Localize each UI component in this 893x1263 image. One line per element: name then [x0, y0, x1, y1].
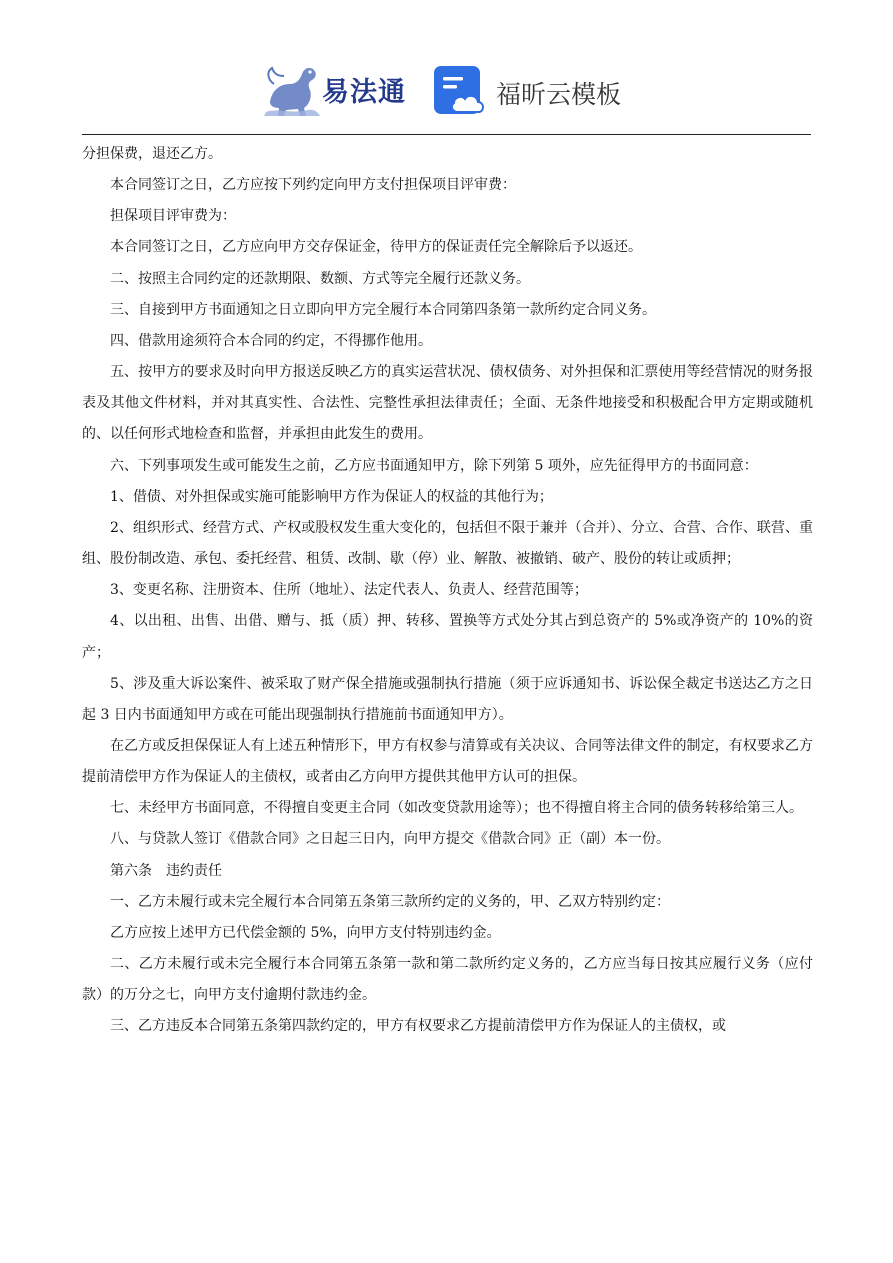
body-paragraph: 三、自接到甲方书面通知之日立即向甲方完全履行本合同第四条第一款所约定合同义务。 [110, 301, 656, 318]
body-paragraph: 2、组织形式、经营方式、产权或股权发生重大变化的，包括但不限于兼并（合并）、分立、合营、合作、联营、重组、股份制改造、承包、委托经营、租赁、改制、歇（停）业、解散、被撤销、破产、股份的转让或质押； [82, 519, 813, 568]
body-paragraph: 本合同签订之日，乙方应按下列约定向甲方支付担保项目评审费： [110, 177, 516, 194]
cloud-document-icon [434, 66, 486, 116]
body-paragraph: 3、变更名称、注册资本、住所（地址）、法定代表人、负责人、经营范围等； [110, 582, 588, 599]
body-paragraph: 4、以出租、出售、出借、赠与、抵（质）押、转移、置换等方式处分其占到总资产的 5%或净资产的 10%的资产； [82, 613, 813, 661]
body-paragraph: 五、按甲方的要求及时向甲方报送反映乙方的真实运营状况、债权债务、对外担保和汇票使用等经营情况的财务报表及其他文件材料，并对其真实性、合法性、完整性承担法律责任；全面、无条件地接受和积极配合甲方定期或随机的、以任何形式地检查和监督，并承担由此发生的费用。 [82, 364, 813, 443]
body-paragraph: 5、涉及重大诉讼案件、被采取了财产保全措施或强制执行措施（须于应诉通知书、诉讼保全裁定书送达乙方之日起 3 日内书面通知甲方或在可能出现强制执行措施前书面通知甲方）。 [82, 675, 813, 723]
body-paragraph: 三、乙方违反本合同第五条第四款约定的，甲方有权要求乙方提前清偿甲方作为保证人的主债权，或 [110, 1018, 726, 1035]
yifatong-logo [262, 62, 412, 118]
body-paragraph: 四、借款用途须符合本合同的约定，不得挪作他用。 [110, 332, 432, 349]
body-paragraph: 本合同签订之日，乙方应向甲方交存保证金，待甲方的保证责任完全解除后予以返还。 [110, 239, 642, 256]
qilin-emblem-icon [262, 62, 322, 118]
body-paragraph: 六、下列事项发生或可能发生之前，乙方应书面通知甲方，除下列第 5 项外，应先征得甲方的书面同意： [110, 457, 758, 474]
header-divider [82, 134, 811, 135]
body-paragraph: 1、借债、对外担保或实施可能影响甲方作为保证人的权益的其他行为； [110, 488, 553, 505]
foxit-template-logo [434, 66, 644, 118]
body-paragraph: 二、按照主合同约定的还款期限、数额、方式等完全履行还款义务。 [110, 270, 530, 287]
body-paragraph: 分担保费，退还乙方。 [82, 146, 222, 162]
foxit-template-logo-text: 福昕云模板 [496, 80, 622, 109]
body-paragraph: 二、乙方未履行或未完全履行本合同第五条第一款和第二款所约定义务的，乙方应当每日按其应履行义务（应付款）的万分之七，向甲方支付逾期付款违约金。 [82, 956, 813, 1004]
yifatong-logo-text: 易法通 [322, 77, 406, 108]
body-paragraph: 在乙方或反担保保证人有上述五种情形下，甲方有权参与清算或有关决议、合同等法律文件的制定，有权要求乙方提前清偿甲方作为保证人的主债权，或者由乙方向甲方提供其他甲方认可的担保。 [82, 737, 813, 786]
page-header [0, 0, 893, 135]
document-body [82, 139, 813, 1043]
body-paragraph: 担保项目评审费为： [110, 208, 236, 225]
body-paragraph: 第六条 违约责任 [110, 862, 222, 879]
body-paragraph: 八、与贷款人签订《借款合同》之日起三日内，向甲方提交《借款合同》正（副）本一份。 [110, 831, 670, 848]
body-paragraph: 七、未经甲方书面同意，不得擅自变更主合同（如改变贷款用途等）；也不得擅自将主合同的债务转移给第三人。 [110, 800, 803, 817]
body-paragraph: 乙方应按上述甲方已代偿金额的 5%，向甲方支付特别违约金。 [110, 924, 501, 941]
body-paragraph: 一、乙方未履行或未完全履行本合同第五条第三款所约定的义务的，甲、乙双方特别约定： [110, 893, 670, 910]
